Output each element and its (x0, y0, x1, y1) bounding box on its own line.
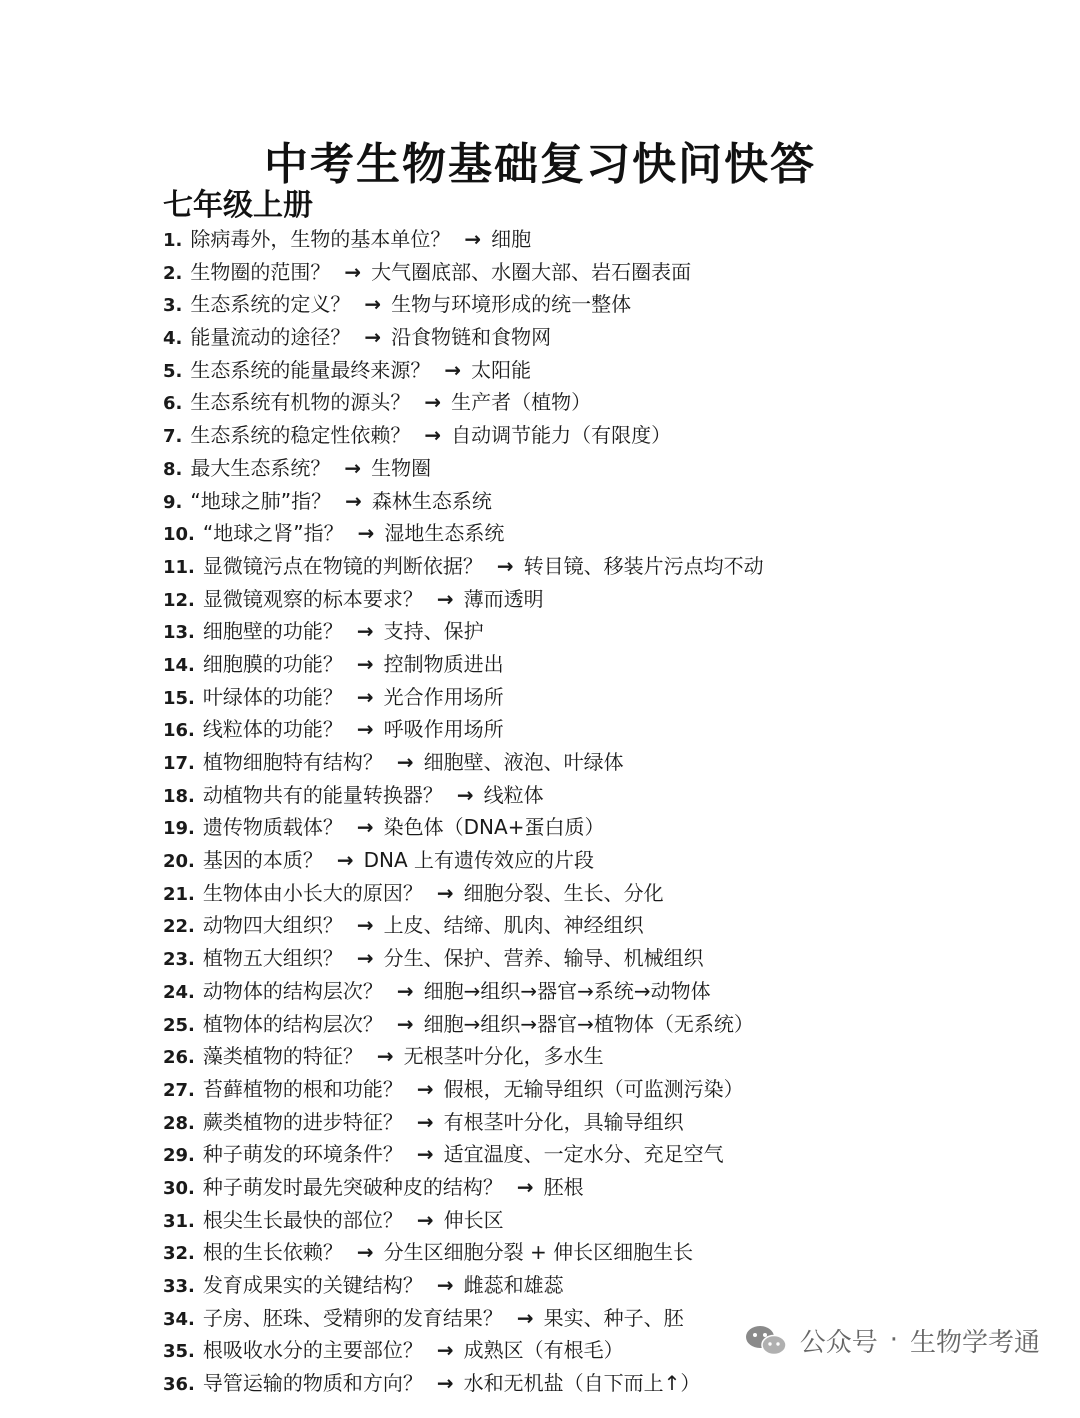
qa-item (163, 1138, 1043, 1171)
qa-number: 6. (163, 393, 183, 415)
arrow-icon: → (356, 651, 374, 676)
qa-answer: 控制物质进出 (383, 651, 504, 676)
qa-answer: 雌蕊和雄蕊 (463, 1273, 564, 1297)
qa-answer: 生物与环境形成的统一整体 (391, 292, 632, 317)
qa-question: 能量流动的途径？ (190, 325, 351, 350)
qa-number: 5. (163, 360, 183, 382)
qa-answer: 大气圈底部、水圈大部、岩石圈表面 (371, 259, 692, 284)
arrow-icon: → (416, 1109, 434, 1134)
qa-item (163, 386, 1043, 419)
watermark-separator: · (889, 1325, 898, 1355)
qa-number: 2. (163, 262, 183, 284)
arrow-icon: → (516, 1305, 534, 1330)
qa-question: 动物四大组织？ (202, 913, 343, 938)
qa-answer: 森林生态系统 (371, 488, 492, 513)
arrow-icon: → (416, 1076, 434, 1101)
qa-number: 18. (163, 785, 195, 807)
qa-question: 藻类植物的特征？ (202, 1044, 363, 1069)
qa-item (163, 517, 1043, 550)
watermark-account-label: 公众号 (799, 1327, 878, 1358)
qa-number: 14. (163, 654, 195, 676)
qa-number: 3. (163, 295, 183, 317)
qa-item (163, 877, 1043, 910)
qa-question: 导管运输的物质和方向？ (202, 1371, 423, 1396)
qa-number: 15. (163, 687, 195, 709)
qa-number: 9. (163, 491, 183, 513)
qa-number: 29. (163, 1145, 195, 1167)
arrow-icon: → (364, 292, 382, 317)
arrow-icon: → (345, 488, 362, 513)
arrow-icon: → (356, 1240, 374, 1265)
qa-number: 24. (163, 981, 195, 1003)
qa-item (163, 942, 1043, 975)
arrow-icon: → (364, 325, 382, 350)
qa-number: 16. (163, 720, 195, 742)
qa-number: 19. (163, 818, 195, 840)
qa-list (163, 223, 1043, 1400)
qa-answer: 果实、种子、胚 (543, 1305, 684, 1330)
qa-number: 36. (163, 1374, 195, 1396)
arrow-icon: → (444, 357, 462, 382)
qa-question: 除病毒外，生物的基本单位？ (190, 227, 451, 251)
arrow-icon: → (356, 946, 374, 971)
qa-answer: 细胞→组织→器官→系统→动物体 (423, 978, 711, 1003)
qa-answer: 太阳能 (471, 357, 532, 382)
section-heading: 七年级上册 (163, 188, 313, 223)
qa-question: 苔藓植物的根和功能？ (202, 1076, 403, 1101)
qa-item (163, 288, 1043, 321)
qa-question: 根吸收水分的主要部位？ (202, 1338, 423, 1363)
qa-item (163, 844, 1043, 877)
qa-question: 生态系统的能量最终来源？ (190, 357, 431, 382)
qa-question: 生态系统的定义？ (190, 292, 351, 317)
qa-number: 26. (163, 1047, 195, 1069)
qa-question: 最大生态系统？ (190, 455, 331, 480)
qa-item (163, 1236, 1043, 1269)
arrow-icon: → (464, 227, 482, 251)
arrow-icon: → (357, 521, 375, 546)
qa-item (163, 615, 1043, 648)
qa-question: 生态系统的稳定性依赖？ (190, 423, 411, 448)
qa-question: 蕨类植物的进步特征？ (202, 1109, 403, 1134)
qa-question: 基因的本质？ (202, 848, 323, 873)
arrow-icon: → (456, 782, 474, 807)
qa-answer: DNA 上有遗传效应的片段 (363, 848, 595, 873)
qa-answer: 光合作用场所 (383, 684, 504, 709)
qa-answer: 细胞→组织→器官→植物体（无系统） (423, 1011, 754, 1036)
qa-question: 植物五大组织？ (202, 946, 343, 971)
qa-question: 动植物共有的能量转换器？ (202, 782, 443, 807)
qa-number: 11. (163, 556, 195, 578)
qa-number: 34. (163, 1308, 195, 1330)
qa-question: 细胞膜的功能？ (202, 651, 343, 676)
arrow-icon: → (436, 1273, 454, 1297)
arrow-icon: → (436, 586, 454, 611)
qa-question: 线粒体的功能？ (202, 717, 343, 742)
arrow-icon: → (424, 390, 442, 415)
qa-answer: 分生区细胞分裂 + 伸长区细胞生长 (383, 1240, 694, 1265)
arrow-icon: → (356, 684, 374, 709)
qa-answer: 胚根 (543, 1174, 584, 1199)
qa-question: 动物体的结构层次？ (202, 978, 383, 1003)
qa-number: 22. (163, 916, 195, 938)
qa-question: 生物体由小长大的原因？ (202, 880, 423, 905)
qa-answer: 线粒体 (483, 782, 544, 807)
qa-number: 21. (163, 883, 195, 905)
qa-number: 17. (163, 753, 195, 774)
qa-number: 30. (163, 1177, 195, 1199)
arrow-icon: → (356, 815, 374, 840)
qa-answer: 沿食物链和食物网 (391, 325, 552, 350)
qa-answer: 细胞分裂、生长、分化 (463, 880, 664, 905)
qa-question: 显微镜观察的标本要求？ (202, 586, 423, 611)
qa-question: 种子萌发的环境条件？ (202, 1142, 403, 1167)
arrow-icon: → (416, 1207, 434, 1232)
arrow-icon: → (396, 1011, 414, 1036)
arrow-icon: → (436, 1371, 454, 1396)
watermark-account-name: 生物学考通 (909, 1327, 1040, 1358)
qa-question: 显微镜污点在物镜的判断依据？ (202, 553, 483, 578)
qa-item (163, 1040, 1043, 1073)
arrow-icon: → (344, 455, 362, 480)
qa-question: 植物体的结构层次？ (202, 1011, 383, 1036)
qa-answer: 自动调节能力（有限度） (451, 423, 672, 448)
qa-answer: 适宜温度、一定水分、充足空气 (443, 1142, 724, 1167)
qa-item (163, 1171, 1043, 1204)
qa-item (163, 583, 1043, 616)
arrow-icon: → (396, 978, 414, 1003)
qa-answer: 伸长区 (443, 1207, 504, 1232)
qa-item (163, 1008, 1043, 1041)
qa-answer: 细胞壁、液泡、叶绿体 (423, 750, 624, 774)
qa-answer: 成熟区（有根毛） (463, 1338, 624, 1363)
arrow-icon: → (336, 848, 354, 873)
arrow-icon: → (516, 1174, 534, 1199)
qa-answer: 支持、保护 (383, 619, 484, 644)
qa-item (163, 746, 1043, 779)
qa-item (163, 681, 1043, 714)
qa-item (163, 1204, 1043, 1237)
qa-question: 根尖生长最快的部位？ (202, 1207, 403, 1232)
qa-answer: 薄而透明 (463, 586, 544, 611)
qa-number: 31. (163, 1210, 195, 1232)
qa-answer: 无根茎叶分化，多水生 (403, 1044, 604, 1069)
qa-item (163, 321, 1043, 354)
watermark (738, 1318, 1046, 1362)
qa-item (163, 909, 1043, 942)
arrow-icon: → (396, 750, 414, 774)
qa-item (163, 779, 1043, 812)
qa-number: 4. (163, 328, 183, 350)
qa-number: 25. (163, 1014, 195, 1036)
qa-item (163, 419, 1043, 452)
qa-number: 28. (163, 1112, 195, 1134)
qa-question: 生态系统有机物的源头？ (190, 390, 411, 415)
qa-number: 35. (163, 1341, 195, 1363)
arrow-icon: → (356, 619, 374, 644)
qa-question: “地球之肾”指？ (202, 521, 344, 546)
qa-item (163, 648, 1043, 681)
qa-number: 1. (163, 230, 183, 251)
qa-answer: 水和无机盐（自下而上↑） (463, 1371, 701, 1396)
qa-number: 8. (163, 458, 183, 480)
qa-question: 遗传物质载体？ (202, 815, 343, 840)
qa-question: “地球之肺”指？ (190, 488, 332, 513)
qa-item (163, 1367, 1043, 1400)
qa-number: 20. (163, 851, 195, 873)
qa-question: 叶绿体的功能？ (202, 684, 343, 709)
arrow-icon: → (436, 880, 454, 905)
qa-answer: 生物圈 (371, 455, 432, 480)
qa-answer: 上皮、结缔、肌肉、神经组织 (383, 913, 644, 938)
qa-item (163, 452, 1043, 485)
qa-number: 27. (163, 1079, 195, 1101)
qa-item (163, 550, 1043, 583)
qa-question: 根的生长依赖？ (202, 1240, 343, 1265)
arrow-icon: → (356, 717, 374, 742)
qa-item (163, 975, 1043, 1008)
arrow-icon: → (376, 1044, 394, 1069)
arrow-icon: → (416, 1142, 434, 1167)
qa-item (163, 223, 1043, 256)
qa-item (163, 1106, 1043, 1139)
qa-number: 33. (163, 1276, 195, 1297)
qa-question: 种子萌发时最先突破种皮的结构？ (202, 1174, 503, 1199)
qa-number: 10. (163, 524, 195, 546)
qa-answer: 转目镜、移装片污点均不动 (523, 553, 764, 578)
qa-answer: 呼吸作用场所 (383, 717, 504, 742)
arrow-icon: → (496, 553, 514, 578)
arrow-icon: → (344, 259, 362, 284)
qa-question: 子房、胚珠、受精卵的发育结果？ (202, 1305, 503, 1330)
qa-number: 23. (163, 949, 195, 971)
qa-question: 发育成果实的关键结构？ (202, 1273, 423, 1297)
qa-answer: 分生、保护、营养、输导、机械组织 (383, 946, 704, 971)
qa-number: 13. (163, 622, 195, 644)
qa-number: 7. (163, 426, 183, 448)
arrow-icon: → (436, 1338, 454, 1363)
qa-question: 生物圈的范围？ (190, 259, 331, 284)
qa-item (163, 1073, 1043, 1106)
qa-answer: 染色体（DNA+蛋白质） (383, 815, 605, 840)
page-title: 中考生物基础复习快问快答 (264, 139, 816, 190)
qa-item (163, 485, 1043, 518)
arrow-icon: → (424, 423, 442, 448)
qa-answer: 生产者（植物） (451, 390, 592, 415)
qa-answer: 湿地生态系统 (384, 521, 505, 546)
qa-number: 12. (163, 589, 195, 611)
qa-item (163, 1269, 1043, 1302)
qa-item (163, 256, 1043, 289)
qa-question: 细胞壁的功能？ (202, 619, 343, 644)
qa-item (163, 354, 1043, 387)
qa-answer: 细胞 (491, 227, 532, 251)
qa-number: 32. (163, 1243, 195, 1265)
arrow-icon: → (356, 913, 374, 938)
qa-item (163, 713, 1043, 746)
wechat-icon (744, 1323, 788, 1357)
qa-question: 植物细胞特有结构？ (202, 750, 383, 774)
qa-item (163, 811, 1043, 844)
qa-answer: 有根茎叶分化，具输导组织 (443, 1109, 684, 1134)
qa-answer: 假根，无输导组织（可监测污染） (443, 1076, 744, 1101)
